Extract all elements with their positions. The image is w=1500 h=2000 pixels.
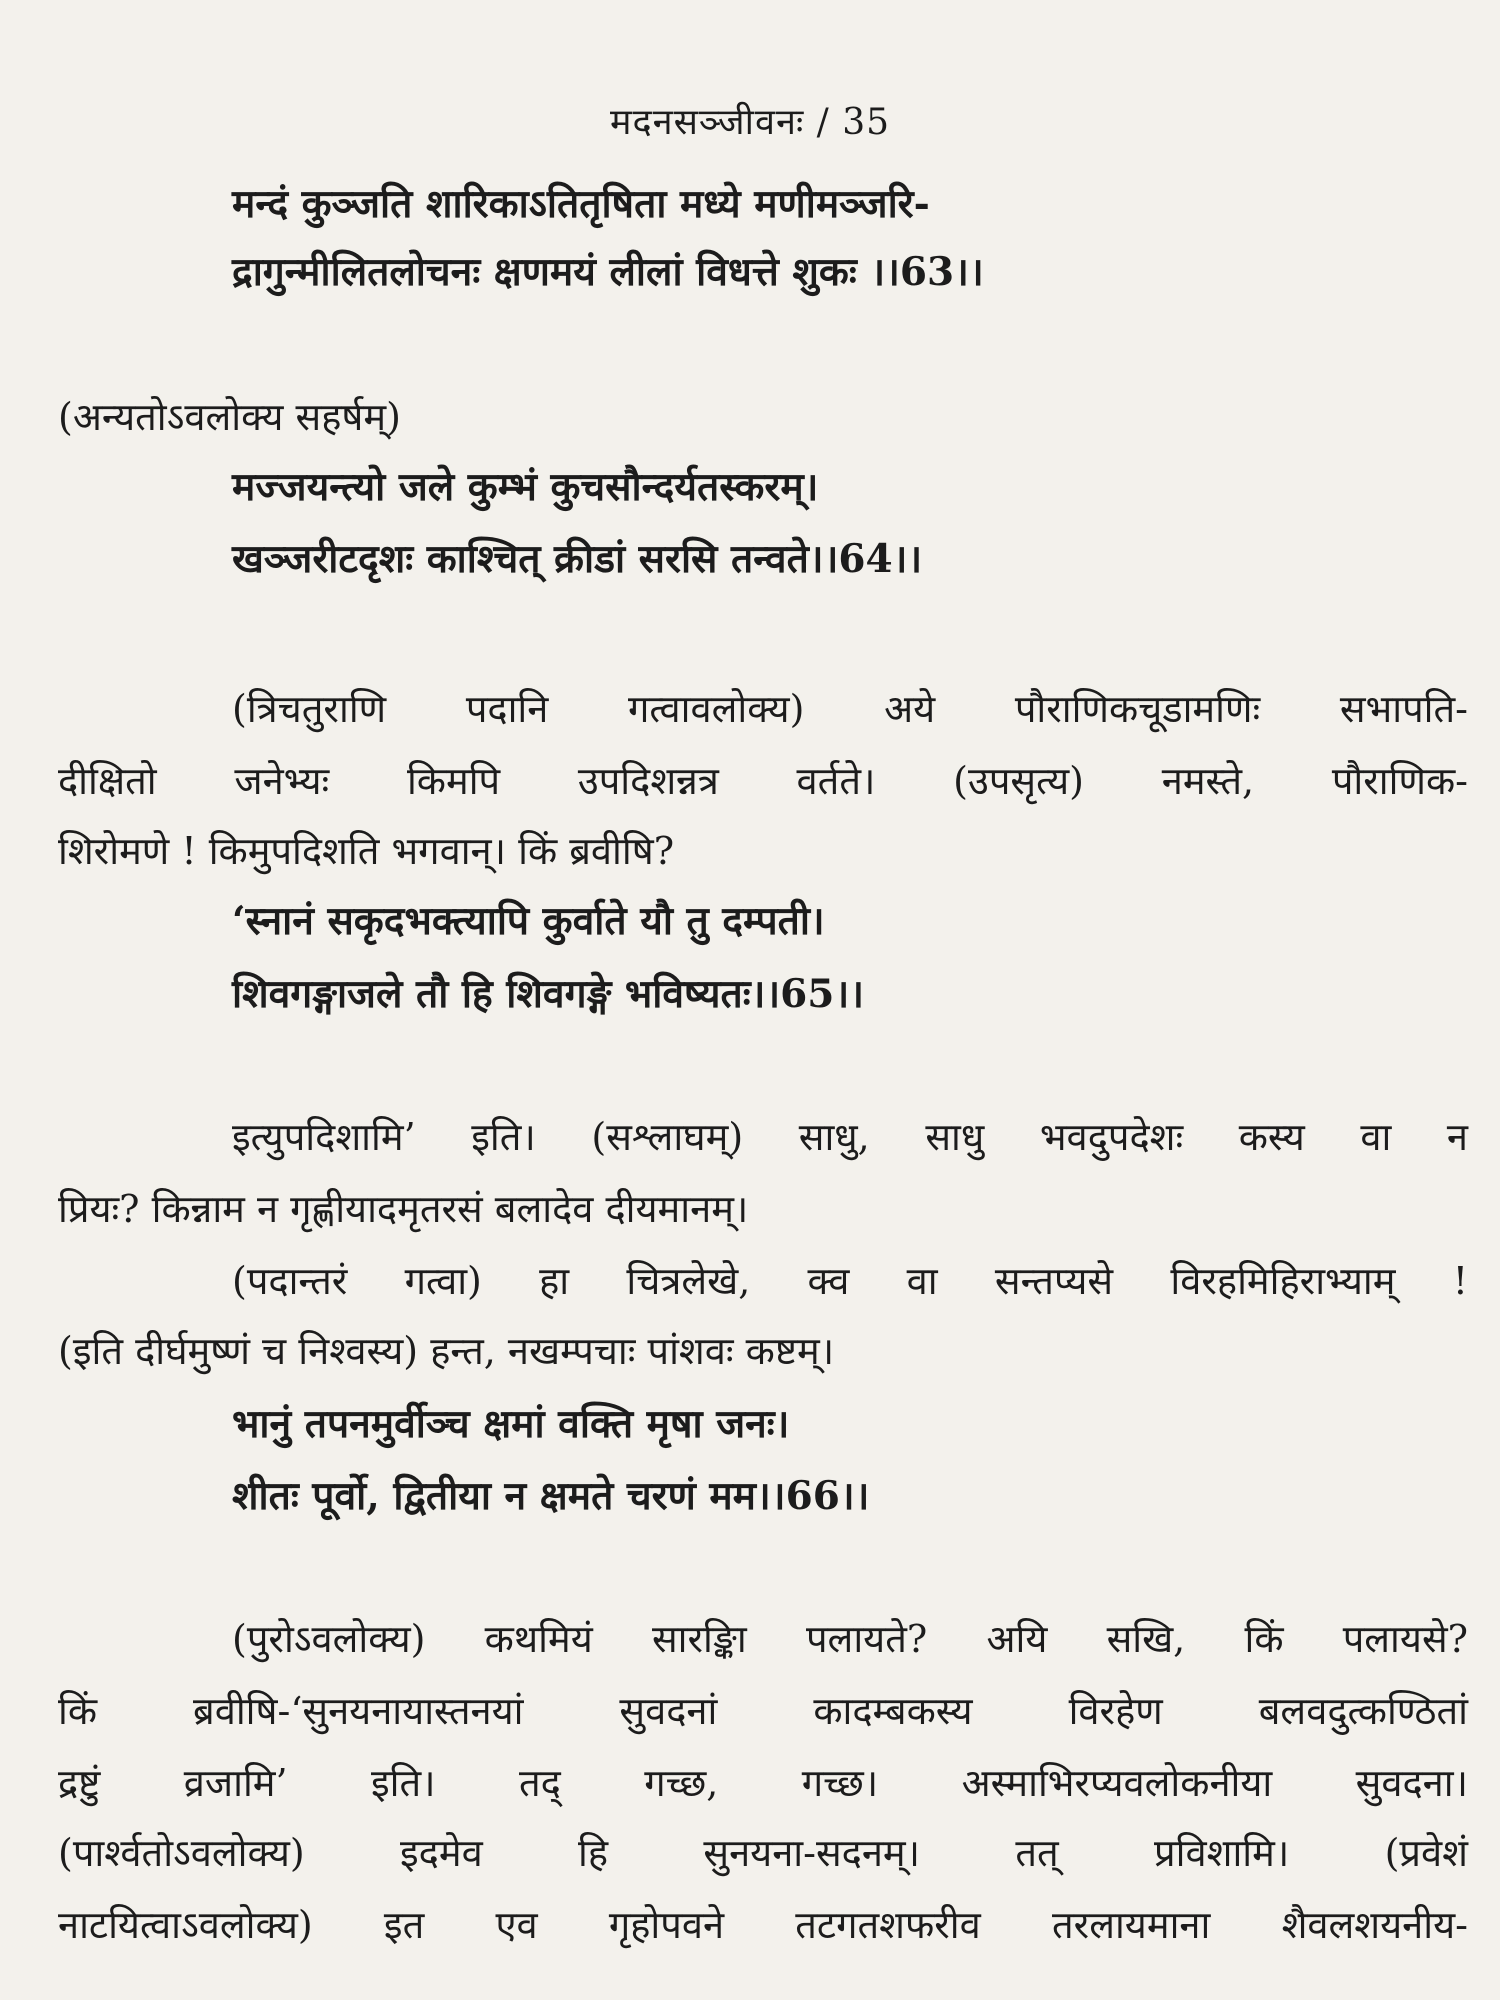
- prose-line: (पुरोऽवलोक्य) कथमियं सारङ्किा पलायते? अयि सखि, किं पलायसे?: [232, 1617, 1468, 1661]
- verse-63-line-1: मन्दं कुञ्जति शारिकाऽतितृषिता मध्ये मणीमञ्जरि-: [232, 181, 930, 227]
- verse-65-line-1: ‘स्नानं सकृदभक्त्यापि कुर्वाते यौ तु दम्पती।: [232, 898, 825, 944]
- verse-64-line-2: खञ्जरीटदृशः काश्चित् क्रीडां सरसि तन्वते।।64।।: [232, 536, 923, 582]
- prose-line: प्रियः? किन्नाम न गृह्णीयादमृतरसं बलादेव दीयमानम्।: [58, 1187, 749, 1231]
- prose-line: किं ब्रवीषि-‘सुनयनायास्तनयां सुवदनां कादम्बकस्य विरहेण बलवदुत्कण्ठितां: [58, 1689, 1468, 1733]
- verse-66-line-2: शीतः पूर्वो, द्वितीया न क्षमते चरणं मम।।66।।: [232, 1473, 870, 1519]
- prose-line: (पार्श्वतोऽवलोक्य) इदमेव हि सुनयना-सदनम्। तत् प्रविशामि। (प्रवेशं: [58, 1831, 1468, 1875]
- prose-line: द्रष्टुं व्रजामि’ इति। तद् गच्छ, गच्छ। अस्माभिरप्यवलोकनीया सुवदना।: [58, 1761, 1468, 1805]
- prose-line: (पदान्तरं गत्वा) हा चित्रलेखे, क्व वा सन्तप्यसे विरहमिहिराभ्याम् !: [232, 1259, 1468, 1303]
- prose-line: शिरोमणे ! किमुपदिशति भगवान्। किं ब्रवीषि?: [58, 829, 675, 873]
- page-header: मदनसञ्जीवनः / 35: [609, 102, 891, 143]
- prose-line: इत्युपदिशामि’ इति। (सश्लाघम्) साधु, साधु भवदुपदेशः कस्य वा न: [232, 1115, 1468, 1159]
- verse-64-line-1: मज्जयन्त्यो जले कुम्भं कुचसौन्दर्यतस्करम्।: [232, 464, 819, 510]
- prose-line: नाटयित्वाऽवलोक्य) इत एव गृहोपवने तटगतशफरीव तरलायमाना शैवलशयनीय-: [58, 1903, 1468, 1947]
- stage-direction: (अन्यतोऽवलोक्य सहर्षम्): [58, 395, 401, 439]
- verse-65-line-2: शिवगङ्गाजले तौ हि शिवगङ्गे भविष्यतः।।65।।: [232, 971, 865, 1017]
- verse-63-line-2: द्रागुन्मीलितलोचनः क्षणमयं लीलां विधत्ते शुकः ।।63।।: [232, 249, 984, 295]
- verse-66-line-1: भानुं तपनमुर्वीञ्च क्षमां वक्ति मृषा जनः।: [232, 1401, 790, 1447]
- prose-line: दीक्षितो जनेभ्यः किमपि उपदिशन्नत्र वर्तते। (उपसृत्य) नमस्ते, पौराणिक-: [58, 759, 1468, 803]
- prose-line: (इति दीर्घमुष्णं च निश्वस्य) हन्त, नखम्पचाः पांशवः कष्टम्।: [58, 1329, 835, 1373]
- prose-line: (त्रिचतुराणि पदानि गत्वावलोक्य) अये पौराणिकचूडामणिः सभापति-: [232, 687, 1468, 731]
